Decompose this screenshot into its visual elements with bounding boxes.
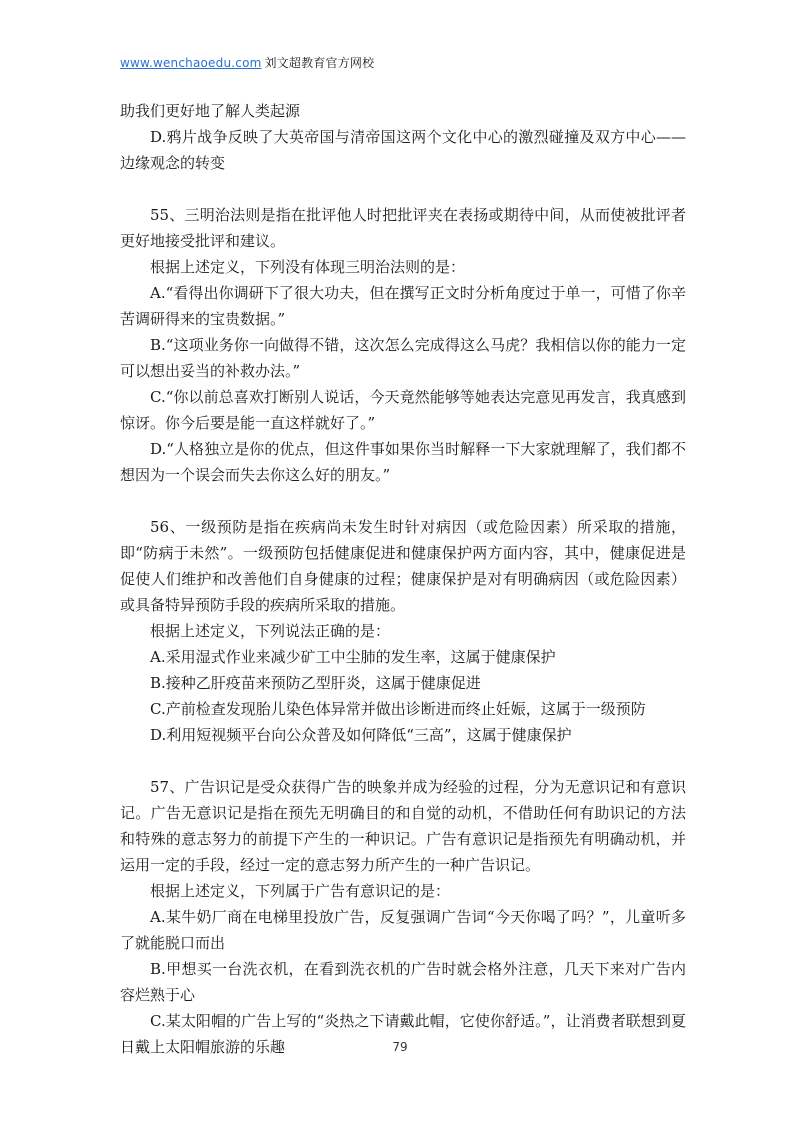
q56-definition: 56、一级预防是指在疾病尚未发生时针对病因（或危险因素）所采取的措施，即“防病于未然”。一级预防包括健康促进和健康保护两方面内容，其中，健康促进是促使人们维护和改善他们自身健康的过程；健康保护是对有明确病因（或危险因素）或具备特异预防手段的疾病所采取的措施。 <box>120 518 686 614</box>
q55-prompt: 根据上述定义，下列没有体现三明治法则的是： <box>150 258 466 276</box>
q55-option-c: C.“你以前总喜欢打断别人说话，今天竟然能够等她表达完意见再发言，我真感到惊讶。你今后要是能一直这样就好了。” <box>120 388 686 432</box>
q57-option-c: C.某太阳帽的广告上写的“炎热之下请戴此帽，它使你舒适。”，让消费者联想到夏日戴上太阳帽旅游的乐趣 <box>120 1012 686 1056</box>
previous-question-continuation: 助我们更好地了解人类起源 <box>120 102 301 120</box>
q57-option-a: A.某牛奶厂商在电梯里投放广告，反复强调广告词“今天你喝了吗？”，儿童听多了就能脱口而出 <box>120 908 686 952</box>
q55-option-b: B.“这项业务你一向做得不错，这次怎么完成得这么马虎？我相信以你的能力一定可以想出妥当的补救办法。” <box>120 336 686 380</box>
q56-option-d: D.利用短视频平台向公众普及如何降低“三高”，这属于健康保护 <box>150 726 572 744</box>
document-body <box>120 98 686 1060</box>
q56-option-a: A.采用湿式作业来减少矿工中尘肺的发生率，这属于健康保护 <box>150 648 556 666</box>
previous-question-option-d: D.鸦片战争反映了大英帝国与清帝国这两个文化中心的激烈碰撞及双方中心——边缘观念的转变 <box>120 128 686 172</box>
site-name: 刘文超教育官方网校 <box>264 56 375 70</box>
page-header <box>120 54 374 71</box>
website-link[interactable]: www.wenchaoedu.com <box>120 56 262 70</box>
q56-option-b: B.接种乙肝疫苗来预防乙型肝炎，这属于健康促进 <box>150 674 481 692</box>
q56-option-c: C.产前检查发现胎儿染色体异常并做出诊断进而终止妊娠，这属于一级预防 <box>150 700 646 718</box>
q55-option-a: A.“看得出你调研下了很大功夫，但在撰写正文时分析角度过于单一，可惜了你辛苦调研得来的宝贵数据。” <box>120 284 686 328</box>
q57-prompt: 根据上述定义，下列属于广告有意识记的是： <box>150 882 451 900</box>
q55-definition: 55、三明治法则是指在批评他人时把批评夹在表扬或期待中间，从而使被批评者更好地接受批评和建议。 <box>120 206 686 250</box>
q57-option-b: B.甲想买一台洗衣机，在看到洗衣机的广告时就会格外注意，几天下来对广告内容烂熟于心 <box>120 960 686 1004</box>
q56-prompt: 根据上述定义，下列说法正确的是： <box>150 622 391 640</box>
page-number: 79 <box>392 1040 408 1054</box>
q57-definition: 57、广告识记是受众获得广告的映象并成为经验的过程，分为无意识记和有意识记。广告无意识记是指在预先无明确目的和自觉的动机，不借助任何有助识记的方法和特殊的意志努力的前提下产生的一种识记。广告有意识记是指预先有明确动机，并运用一定的手段，经过一定的意志努力所产生的一种广告识记。 <box>120 778 686 874</box>
q55-option-d: D.“人格独立是你的优点，但这件事如果你当时解释一下大家就理解了，我们都不想因为一个误会而失去你这么好的朋友。” <box>120 440 686 484</box>
